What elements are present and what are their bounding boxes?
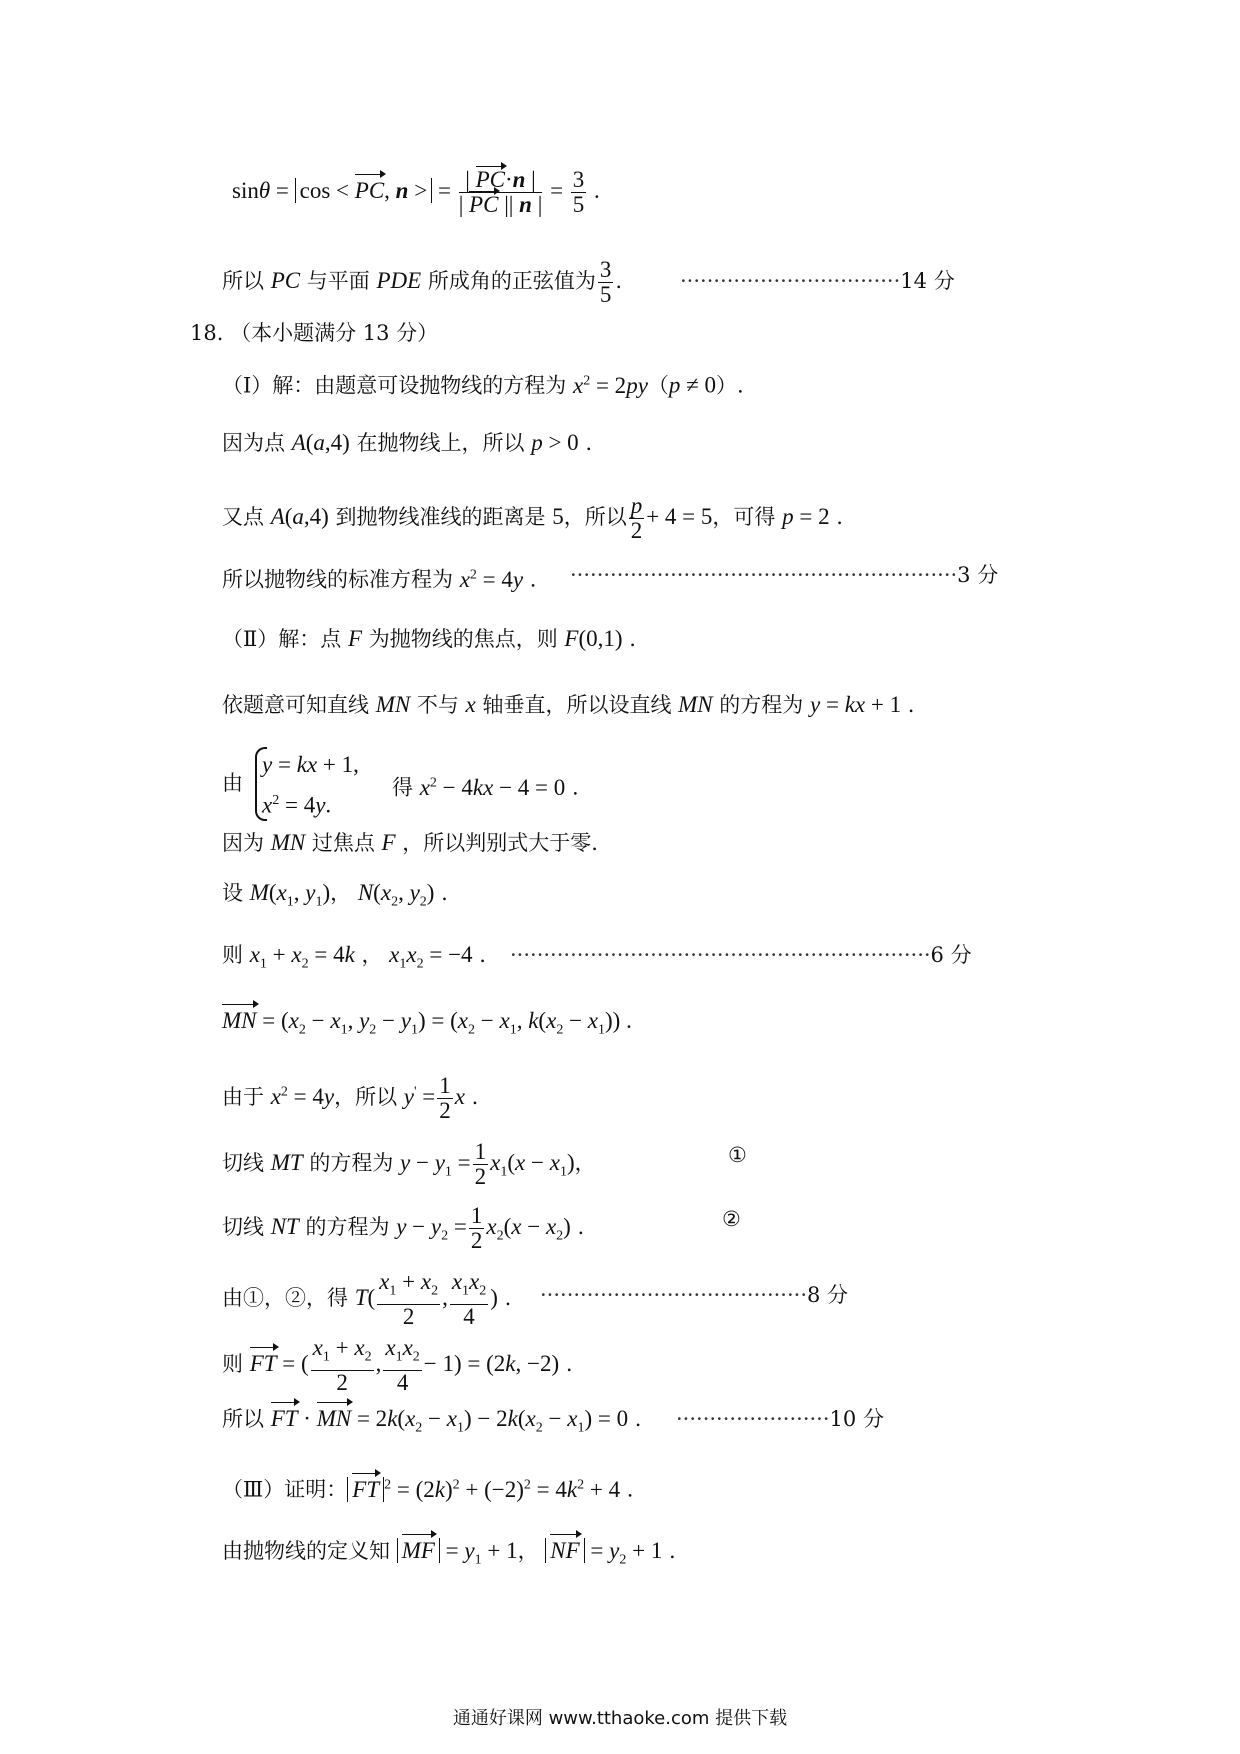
system-eq-1: y = kx + 1,: [262, 752, 359, 777]
line-9: 依题意可知直线 MN 不与 x 轴垂直，所以设直线 MN 的方程为 y = kx + 1 .: [222, 692, 915, 717]
line-4: （Ⅰ）解：由题意可设抛物线的方程为 $x^2 = 2py(p \ne 0)$.: [222, 372, 744, 398]
score-3: ··························································3 分: [570, 563, 999, 587]
marker-1: ①: [728, 1143, 747, 1167]
line-19: 则 FT = ( $\frac{x_1 + x_2}{2}$ , $\frac{x_1x_2}{4}$ − 1) = (2k, −2) .: [222, 1335, 573, 1395]
line-12: 设 $M(x_1$, $y_1$)， $N(x_2$, $y_2$) .: [222, 880, 448, 910]
marker-2: ②: [722, 1207, 741, 1231]
line-21: （Ⅲ）证明： FT $^2 = (2k)^2 + (-2)^2 = 4k^2 + 4$ .: [222, 1470, 633, 1505]
line-7: 所以抛物线的标准方程为 $x^2 = 4y$ .: [222, 566, 537, 592]
line-16: 切线 MT 的方程为 $y - y_1$ = $\frac{1}{2}$ $x_1(x - x_1)$，: [222, 1139, 596, 1189]
line-15: 由于 $x^2 = 4y$，所以 y' = $\frac{1}{2}$ x .: [222, 1073, 479, 1123]
line-6: 又点 A(a,4) 到抛物线准线的距离是 5，所以 $\frac{p}{2}$ + 4 = 5，可得 p = 2 .: [222, 493, 843, 543]
line-1: sinθ = cos < PC, n > = $\frac{| PC\cdot n |}{| PC || n |}$ = $\frac{3}{5}$ .: [232, 167, 600, 217]
score-10: ·······················10 分: [676, 1407, 884, 1431]
system-eq-2: $x^2 = 4y$.: [262, 792, 332, 818]
line-2: 所以 PC 与平面 PDE 所成角的正弦值为 $\frac{3}{5}$ .: [222, 257, 623, 307]
system-result: 得 $x^2 - 4kx - 4 = 0$ .: [392, 774, 579, 800]
line-8: （Ⅱ）解：点 F 为抛物线的焦点，则 F(0,1) .: [222, 626, 636, 651]
score-8: ········································8 分: [540, 1283, 849, 1307]
score-14: ·································14 分: [680, 269, 955, 293]
page-footer: 通通好课网 www.tthaoke.com 提供下载: [452, 1708, 788, 1729]
line-17: 切线 NT 的方程为 $y - y_2$ = $\frac{1}{2}$ $x_2(x - x_2)$ .: [222, 1203, 585, 1253]
line-5: 因为点 A(a,4) 在抛物线上，所以 p > 0 .: [222, 430, 593, 455]
line-20: 所以 FT · MN = $2k(x_2 - x_1) - 2k(x_2 - x_1) = 0$ .: [222, 1406, 642, 1436]
system-label: 由: [222, 771, 243, 795]
line-13: 则 $x_1 + x_2 = 4k$ ， $x_1x_2 = -4$ .: [222, 942, 486, 972]
line-22: 由抛物线的定义知 MF = $y_1 + 1$， NF = $y_2 + 1$ .: [222, 1538, 676, 1568]
line-18: 由①，②，得 T( $\frac{x_1 + x_2}{2}$ , $\frac{x_1x_2}{4}$ ) .: [222, 1269, 512, 1329]
line-11: 因为 MN 过焦点 F ，所以判别式大于零.: [222, 830, 598, 855]
score-6: ·······························································6 分: [510, 943, 972, 967]
problem-18-heading: 18. （本小题满分 13 分）: [190, 321, 439, 345]
line-14: MN = ($x_2 - x_1$, $y_2 - y_1) = (x_2 - x_1$, $k(x_2 - x_1)$) .: [222, 1008, 632, 1038]
